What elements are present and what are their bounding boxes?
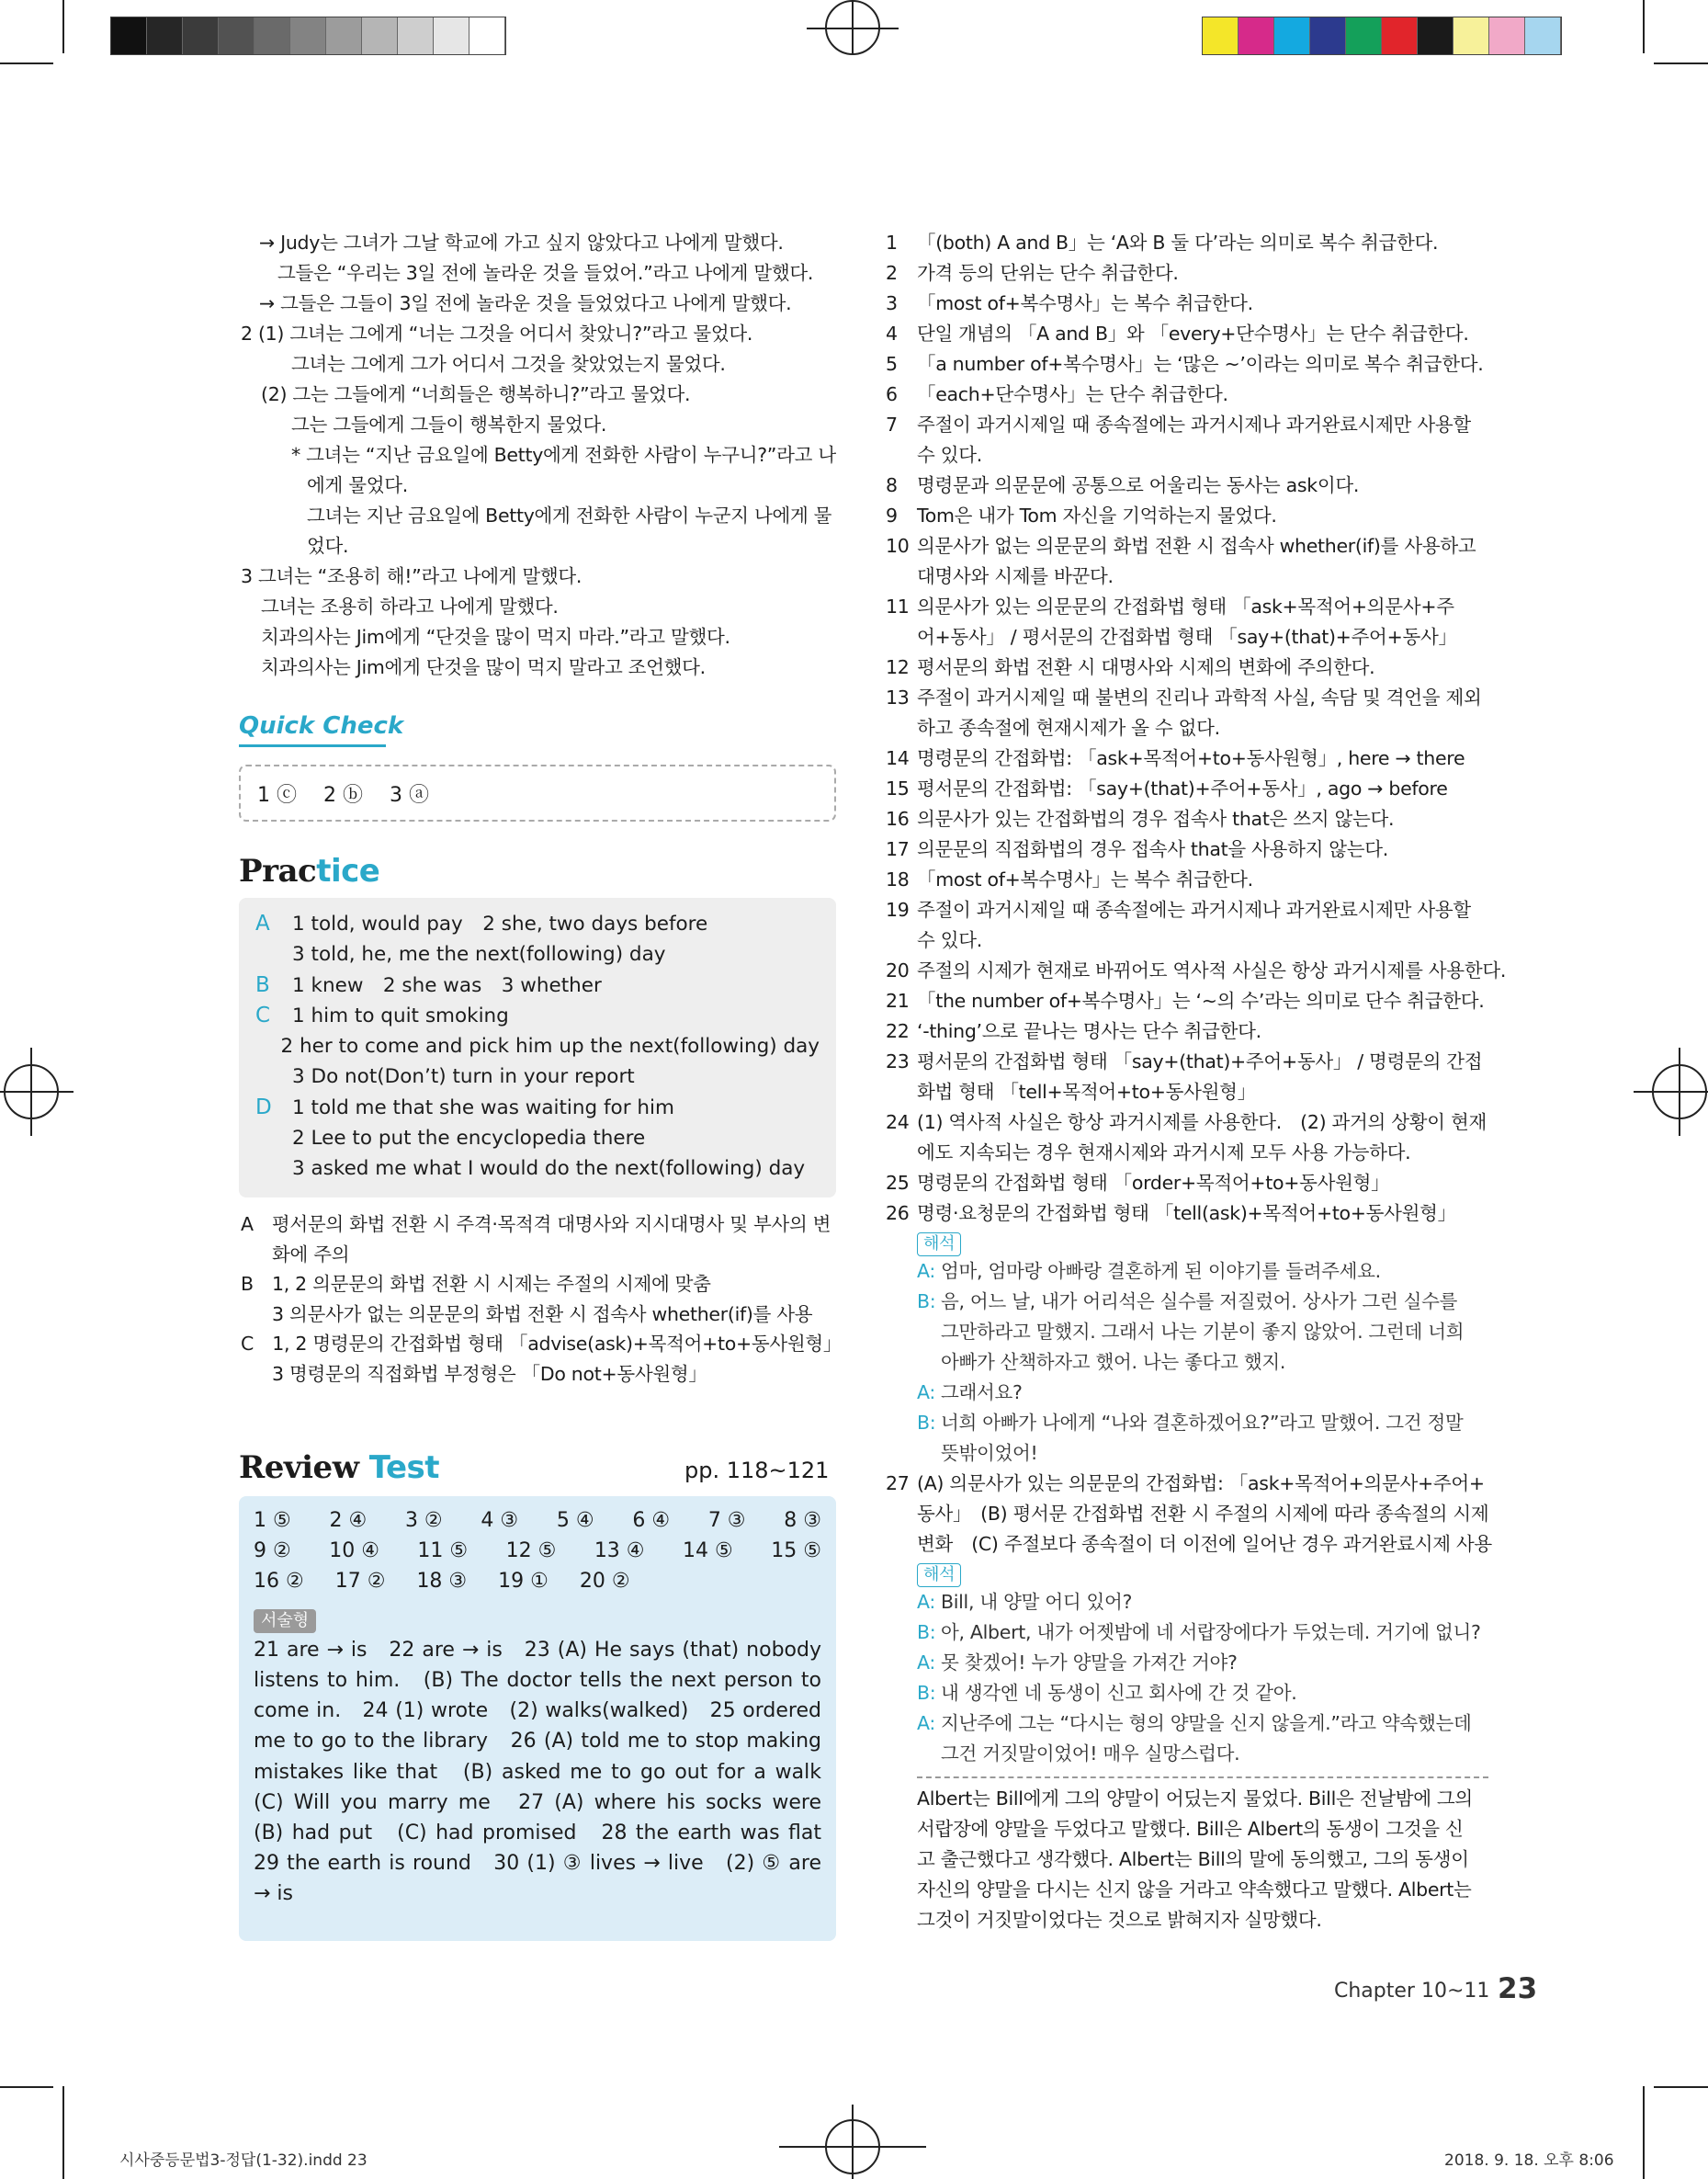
note-line: B 1, 2 의문문의 화법 전환 시 시제는 주절의 시제에 맞춤 [241,1273,711,1295]
practice-notes [241,1209,847,1389]
item-text: 화법 형태 「tell+목적어+to+동사원형」 [917,1081,1256,1103]
cmyk-color-bar [1202,17,1562,55]
item-text: 「the number of+복수명사」는 ‘~의 수’라는 의미로 단수 취급한다. [917,990,1485,1012]
gray-swatch [362,17,398,54]
item-text: 어+동사」 / 평서문의 간접화법 형태 「say+(that)+주어+동사」 [917,626,1457,648]
crop-mark-top-right-v [1643,0,1645,53]
explanation-line [886,1077,1488,1107]
gray-swatch [469,17,505,54]
explanation-line [886,228,1488,258]
practice-text: 1 knew 2 she was 3 whether [292,973,602,997]
explanation-line [886,258,1488,289]
answer-item: 9 ② [254,1539,291,1563]
dialog-line [886,1617,1488,1648]
review-answer-box [239,1496,836,1941]
explanation-line [886,1198,1488,1229]
item-text: 에도 지속되는 경우 현재시제와 과거시제 모두 사용 가능하다. [917,1141,1411,1163]
dialog-line [886,1287,1488,1317]
practice-line [255,909,820,939]
essay-line: come in. 24 (1) wrote (2) walks(walked) 25 ordered [254,1699,821,1723]
item-text: 단일 개념의 「A and B」와 「every+단수명사」는 단수 취급한다. [917,323,1469,345]
item-number: 5 [886,353,898,375]
quick-check-title: Quick Check [239,712,404,740]
practice-line [255,1031,820,1061]
answer-item: 3 ② [404,1509,443,1532]
practice-text: 3 asked me what I would do the next(following) day [292,1157,806,1181]
item-number [886,925,917,956]
explanation-line [886,1047,1488,1077]
item-number: 12 [886,656,910,678]
speaker-label: A: [917,1591,935,1613]
item-number: 21 [886,990,910,1012]
explanation-line [886,471,1488,501]
item-text: 동사」 (B) 평서문 간접화법 전환 시 주절의 시제에 따라 종속절의 시제 [917,1503,1489,1525]
answer-item: 5 ④ [556,1509,594,1532]
review-title-accent: Test [368,1449,440,1486]
item-number: 19 [886,899,910,921]
answer-item: 11 ⑤ [417,1539,469,1563]
item-text: ‘-thing’으로 끝나는 명사는 단수 취급한다. [917,1020,1261,1042]
practice-letter: D [255,1095,272,1119]
gray-swatch [255,17,290,54]
item-text: 수 있다. [917,444,982,466]
essay-last-line: → is [254,1882,294,1906]
item-number: 25 [886,1172,910,1194]
item-text: 명령·요청문의 간접화법 형태 「tell(ask)+목적어+to+동사원형」 [917,1202,1456,1224]
dialog-text: 내 생각엔 네 동생이 신고 회사에 간 것 같아. [941,1682,1297,1704]
item-text: (A) 의문사가 있는 의문문의 간접화법: 「ask+목적어+의문사+주어+ [917,1472,1485,1494]
explanation-line [886,1499,1488,1529]
dialog-line [886,1408,1488,1438]
explanation-line [886,380,1488,410]
answer-item: 12 ⑤ [505,1539,557,1563]
speaker-label: B: [917,1621,936,1643]
item-text: 의문문의 직접화법의 경우 접속사 that을 사용하지 않는다. [917,838,1389,860]
dialog-line [886,1438,1488,1469]
gray-swatch [326,17,362,54]
explanation-line [886,289,1488,319]
explanation-line [886,1529,1492,1560]
color-swatch [1382,17,1418,54]
note-line: C 1, 2 명령문의 간접화법 형태 「advise(ask)+목적어+to+동사원형」 [241,1333,843,1355]
note-line: 화에 주의 [272,1243,350,1265]
explanation-line [886,531,1488,562]
dialog-text: 그건 거짓말이었어! 매우 실망스럽다. [941,1742,1240,1765]
speaker-label: B: [917,1290,936,1312]
item-number: 26 [886,1202,910,1224]
answer-row-3 [254,1566,821,1596]
item-text: 명령문과 의문문에 공통으로 어울리는 동사는 ask이다. [917,474,1360,496]
explanation-line [886,562,1488,592]
practice-letter [255,1153,292,1184]
practice-line [255,1061,820,1092]
practice-text: 1 told me that she was waiting for him [292,1095,674,1119]
note-line: A 평서문의 화법 전환 시 주격·목적격 대명사와 지시대명사 및 부사의 변 [241,1213,831,1235]
color-swatch [1346,17,1382,54]
dialog-line [886,1317,1488,1347]
practice-letter [255,939,292,970]
explanation-line [886,622,1488,653]
explanation-line [886,774,1488,804]
review-pages: pp. 118~121 [684,1458,830,1483]
dialog-text: 음, 어느 날, 내가 어리석은 실수를 저질렀어. 상사가 그런 실수를 [941,1290,1458,1312]
review-title-dark: Review [239,1449,369,1486]
text-line: * 그녀는 “지난 금요일에 Betty에게 전화한 사람이 누구니?”라고 나 [291,444,836,466]
item-number: 22 [886,1020,910,1042]
dialog-line [886,1708,1488,1739]
item-text: 변화 (C) 주절보다 종속절이 더 이전에 일어난 경우 과거완료시제 사용 [917,1533,1492,1555]
explanation-line [886,592,1488,622]
item-text: 가격 등의 단위는 단수 취급한다. [917,262,1179,284]
text-line: 치과의사는 Jim에게 단것을 많이 먹지 말라고 조언했다. [261,656,706,678]
item-text: (1) 역사적 사실은 항상 과거시제를 사용한다. (2) 과거의 상황이 현재 [917,1111,1487,1133]
practice-letter [255,1031,281,1061]
explanation-line [886,834,1488,865]
item-number: 3 [886,292,898,314]
item-text: 주절의 시제가 현재로 바뀌어도 역사적 사실은 항상 과거시제를 사용한다. [917,959,1507,982]
explanation-line [886,440,1488,471]
item-number: 20 [886,959,910,982]
speaker-label: A: [917,1381,935,1403]
essay-badge-row [254,1605,821,1635]
dialog-text: 너희 아빠가 나에게 “나와 결혼하겠어요?”라고 말했어. 그건 정말 [941,1412,1464,1434]
explanation-line [886,1016,1488,1047]
speaker-label [917,1438,941,1469]
text-line: → Judy는 그녀가 그날 학교에 가고 싶지 않았다고 나에게 말했다. [259,232,784,254]
explanation-line [886,713,1488,743]
quick-check-answers [239,765,836,822]
answer-item: 15 ⑤ [771,1539,821,1563]
item-text: 「each+단수명사」는 단수 취급한다. [917,383,1228,405]
item-number: 2 [886,262,898,284]
item-text: 하고 종속절에 현재시제가 올 수 없다. [917,717,1220,739]
essay-badge: 서술형 [254,1609,316,1633]
color-swatch [1203,17,1239,54]
text-line: 에게 물었다. [307,474,408,496]
practice-line [255,970,820,1001]
quick-check-answer-text: 1 ⓒ 2 ⓑ 3 ⓐ [257,784,429,807]
item-text: 대명사와 시제를 바꾼다. [917,565,1114,587]
explanation-line [886,683,1488,713]
dialog-text: 못 찾겠어! 누가 양말을 가져간 거야? [941,1651,1238,1674]
chapter-label: Chapter 10~11 [1334,1980,1490,2003]
explanation-line [886,1469,1488,1499]
practice-line [255,1153,820,1184]
dialog-text: 지난주에 그는 “다시는 형의 양말을 신지 않을게.”라고 약속했는데 [941,1712,1472,1734]
speaker-label: A: [917,1260,935,1282]
practice-letter: B [255,972,270,997]
summary-line: 서랍장에 양말을 두었다고 말했다. Bill은 Albert의 동생이 그것을 신 [917,1818,1464,1840]
dialog-text: 엄마, 엄마랑 아빠랑 결혼하게 된 이야기를 들려주세요. [941,1260,1381,1282]
practice-answer-box [239,898,836,1197]
item-text: 의문사가 없는 의문문의 화법 전환 시 접속사 whether(if)를 사용하고 [917,535,1476,557]
dialog-line [886,1678,1488,1708]
item-text: 평서문의 화법 전환 시 대명사와 시제의 변화에 주의한다. [917,656,1375,678]
answer-item: 13 ④ [594,1539,645,1563]
item-text: 의문사가 있는 의문문의 간접화법 형태 「ask+목적어+의문사+주 [917,596,1454,618]
answer-item: 17 ② [334,1570,386,1594]
answer-item: 4 ③ [481,1509,519,1532]
practice-text: 1 him to quit smoking [292,1004,509,1027]
item-text: 「a number of+복수명사」는 ‘많은 ~’이라는 의미로 복수 취급한다. [917,353,1484,375]
answer-item: 14 ⑤ [683,1539,733,1563]
practice-text: 2 her to come and pick him up the next(following) day [280,1035,820,1059]
dialog-text: 아, Albert, 내가 어젯밤에 네 서랍장에다가 두었는데. 거기에 없니? [941,1621,1481,1643]
text-line: 그는 그들에게 그들이 행복한지 물었다. [291,414,607,436]
dialog-text: 아빠가 산책하자고 했어. 나는 좋다고 했지. [941,1351,1286,1373]
answer-item: 19 ① [498,1570,549,1594]
translation-label: 해석 [917,1563,961,1587]
answer-row-2 [254,1536,821,1566]
answer-item: 10 ④ [329,1539,379,1563]
item-number [886,622,917,653]
color-swatch [1453,17,1489,54]
dialog-line [886,1378,1488,1408]
essay-line: (C) Will you marry me 27 (A) where his socks were [254,1790,821,1814]
summary-line: 그것이 거짓말이었다는 것으로 밝혀지자 실망했다. [917,1909,1322,1931]
item-number: 7 [886,414,898,436]
crop-mark-top-right-h [1654,62,1708,64]
practice-letter: C [255,1003,271,1027]
item-number: 27 [886,1472,910,1494]
item-number: 1 [886,232,898,254]
explanation-line [886,743,1488,774]
item-number: 4 [886,323,898,345]
dialog-text: 뜻밖이었어! [941,1442,1038,1464]
answer-item: 6 ④ [632,1509,671,1532]
text-line: → 그들은 그들이 3일 전에 놀라운 것을 들었었다고 나에게 말했다. [259,292,792,314]
crop-mark-bottom-right-h [1654,2086,1708,2088]
dialog-line [886,1648,1488,1678]
practice-letter: A [255,912,270,936]
dialog-text: Bill, 내 양말 어디 있어? [941,1591,1133,1613]
item-number: 18 [886,868,910,891]
answer-item: 1 ⑤ [254,1509,291,1532]
text-line: 그녀는 지난 금요일에 Betty에게 전화한 사람이 누군지 나에게 물 [307,505,832,527]
explanation-line [886,410,1488,440]
practice-letter [255,1123,292,1153]
gray-color-bar [110,17,506,55]
item-text: 명령문의 간접화법 형태 「order+목적어+to+동사원형」 [917,1172,1390,1194]
crop-mark-bottom-right-v [1643,2086,1645,2179]
dashed-separator [917,1776,1488,1778]
answer-item: 2 ④ [329,1509,368,1532]
practice-title-accent: tice [316,853,380,890]
essay-line: 29 the earth is round 30 (1) ③ lives → live (2) ⑤ are [254,1852,821,1876]
item-number [886,1499,917,1529]
right-explanations [886,228,1507,1935]
item-number: 8 [886,474,898,496]
practice-text: 3 Do not(Don’t) turn in your report [292,1065,635,1089]
gray-swatch [183,17,219,54]
explanation-line [886,1107,1488,1138]
item-text: 수 있다. [917,929,982,951]
item-number: 15 [886,777,910,800]
item-text: 주절이 과거시제일 때 종속절에는 과거시제나 과거완료시제만 사용할 [917,899,1471,921]
explanation-line [886,804,1488,834]
dialog-line [886,1347,1488,1378]
item-text: 의문사가 있는 간접화법의 경우 접속사 that은 쓰지 않는다. [917,808,1395,830]
page-number: 23 [1498,1972,1538,2005]
crop-mark-top-left-h [0,62,53,64]
item-number: 10 [886,535,910,557]
answer-row-1 [254,1505,821,1536]
practice-line [255,1123,820,1153]
gray-swatch [111,17,147,54]
color-swatch [1274,17,1310,54]
item-text: 평서문의 간접화법: 「say+(that)+주어+동사」, ago → before [917,777,1448,800]
answer-item: 7 ③ [707,1509,746,1532]
item-number [886,713,917,743]
item-number: 11 [886,596,910,618]
essay-line: (B) had put (C) had promised 28 the earth was flat [254,1822,821,1845]
text-line: 2 (1) 그녀는 그에게 “너는 그것을 어디서 찾았니?”라고 물었다. [241,323,753,345]
item-text: 평서문의 간접화법 형태 「say+(that)+주어+동사」 / 명령문의 간접 [917,1050,1483,1072]
translation-label: 해석 [917,1232,961,1256]
item-number: 17 [886,838,910,860]
file-info: 시사중등문법3-정답(1-32).indd 23 [119,2151,368,2170]
speaker-label: B: [917,1682,936,1704]
print-time: 2018. 9. 18. 오후 8:06 [1444,2151,1614,2170]
essay-answers [254,1635,821,1879]
answer-item: 16 ② [254,1570,304,1594]
color-swatch [1310,17,1346,54]
explanation-line [886,986,1488,1016]
practice-text: 1 told, would pay 2 she, two days before [292,913,708,936]
dialog-text: 그래서요? [941,1381,1023,1403]
item-text: 명령문의 간접화법: 「ask+목적어+to+동사원형」, here → there [917,747,1465,769]
quick-check-underline [239,744,386,747]
color-swatch [1239,17,1274,54]
essay-line: mistakes like that (B) asked me to go out for a walk [254,1760,821,1784]
essay-line: 21 are → is 22 are → is 23 (A) He says (that) nobody [254,1638,821,1662]
item-number: 23 [886,1050,910,1072]
item-number: 9 [886,505,898,527]
practice-text: 3 told, he, me the next(following) day [292,943,666,967]
item-text: 「most of+복수명사」는 복수 취급한다. [917,868,1253,891]
speaker-label [917,1739,941,1769]
item-number [886,1529,917,1560]
explanation-line [886,501,1488,531]
explanation-line [886,895,1488,925]
item-number: 13 [886,687,910,709]
explanation-line [886,956,1507,986]
item-number: 6 [886,383,898,405]
item-text: Tom은 내가 Tom 자신을 기억하는지 물었다. [917,505,1277,527]
speaker-label [917,1317,941,1347]
left-intro-text [241,228,847,683]
gray-swatch [398,17,434,54]
gray-swatch [219,17,255,54]
dialog-text: 그만하라고 말했지. 그래서 나는 기분이 좋지 않았어. 그런데 너희 [941,1321,1465,1343]
dialog-line [886,1256,1488,1287]
practice-line [255,939,820,970]
dialog-line [886,1587,1488,1617]
item-text: 주절이 과거시제일 때 불변의 진리나 과학적 사실, 속담 및 격언을 제외 [917,687,1482,709]
speaker-label [917,1347,941,1378]
answer-item: 8 ③ [784,1509,821,1532]
explanation-line [886,319,1488,349]
summary-line: Albert는 Bill에게 그의 양말이 어딨는지 물었다. Bill은 전날밤에 그의 [917,1787,1473,1810]
explanation-line [886,865,1488,895]
practice-title-dark: Prac [239,853,317,890]
answer-item: 18 ③ [416,1570,468,1594]
text-line: 었다. [307,535,349,557]
translation-label-row [886,1229,1488,1256]
text-line: (2) 그는 그들에게 “너희들은 행복하니?”라고 물었다. [261,383,691,405]
explanation-line [886,349,1488,380]
color-swatch [1418,17,1453,54]
text-line: 3 그녀는 “조용히 해!”라고 나에게 말했다. [241,565,583,587]
crop-mark-top-left-v [62,0,64,53]
color-swatch [1489,17,1525,54]
crop-mark-bottom-left-h [0,2086,53,2088]
gray-swatch [147,17,183,54]
explanation-line [886,1168,1488,1198]
item-number [886,1138,917,1168]
note-line: 3 명령문의 직접화법 부정형은 「Do not+동사원형」 [272,1362,707,1385]
item-number [886,562,917,592]
speaker-label: B: [917,1412,936,1434]
essay-line: me to go to the library 26 (A) told me to stop making [254,1730,821,1753]
item-text: 주절이 과거시제일 때 종속절에는 과거시제나 과거완료시제만 사용할 [917,414,1471,436]
practice-title [239,853,379,890]
explanation-line [886,1138,1488,1168]
speaker-label: A: [917,1651,935,1674]
text-line: 그녀는 조용히 하라고 나에게 말했다. [261,596,559,618]
speaker-label: A: [917,1712,935,1734]
practice-letter [255,1061,292,1092]
item-number [886,1077,917,1107]
text-line: 그들은 “우리는 3일 전에 놀라운 것을 들었어.”라고 나에게 말했다. [277,262,814,284]
practice-line [255,1001,820,1031]
practice-text: 2 Lee to put the encyclopedia there [292,1127,646,1151]
item-text: 「most of+복수명사」는 복수 취급한다. [917,292,1253,314]
note-line: 3 의문사가 없는 의문문의 화법 전환 시 접속사 whether(if)를 사용 [272,1302,813,1325]
gray-swatch [434,17,469,54]
dialog-line [886,1739,1488,1769]
item-number: 16 [886,808,910,830]
explanation-line [886,925,1488,956]
crop-mark-bottom-left-v [62,2086,64,2179]
item-number: 24 [886,1111,910,1133]
summary-line: 고 출근했다고 생각했다. Albert는 Bill의 말에 동의했고, 그의 동생이 [917,1848,1469,1870]
text-line: 그녀는 그에게 그가 어디서 그것을 찾았었는지 물었다. [291,353,726,375]
item-number: 14 [886,747,910,769]
summary-line: 자신의 양말을 다시는 신지 않을 거라고 약속했다고 말했다. Albert는 [917,1878,1472,1901]
text-line: 치과의사는 Jim에게 “단것을 많이 먹지 마라.”라고 말했다. [261,626,730,648]
review-test-title [239,1449,439,1486]
explanation-line [886,653,1488,683]
essay-line: listens to him. (B) The doctor tells the next person to [254,1669,821,1693]
answer-item: 20 ② [579,1570,630,1594]
color-swatch [1525,17,1561,54]
practice-line [255,1093,820,1123]
item-text: 「(both) A and B」는 ‘A와 B 둘 다’라는 의미로 복수 취급한다. [917,232,1439,254]
item-number [886,440,917,471]
translation-label-row [886,1560,1488,1587]
gray-swatch [290,17,326,54]
